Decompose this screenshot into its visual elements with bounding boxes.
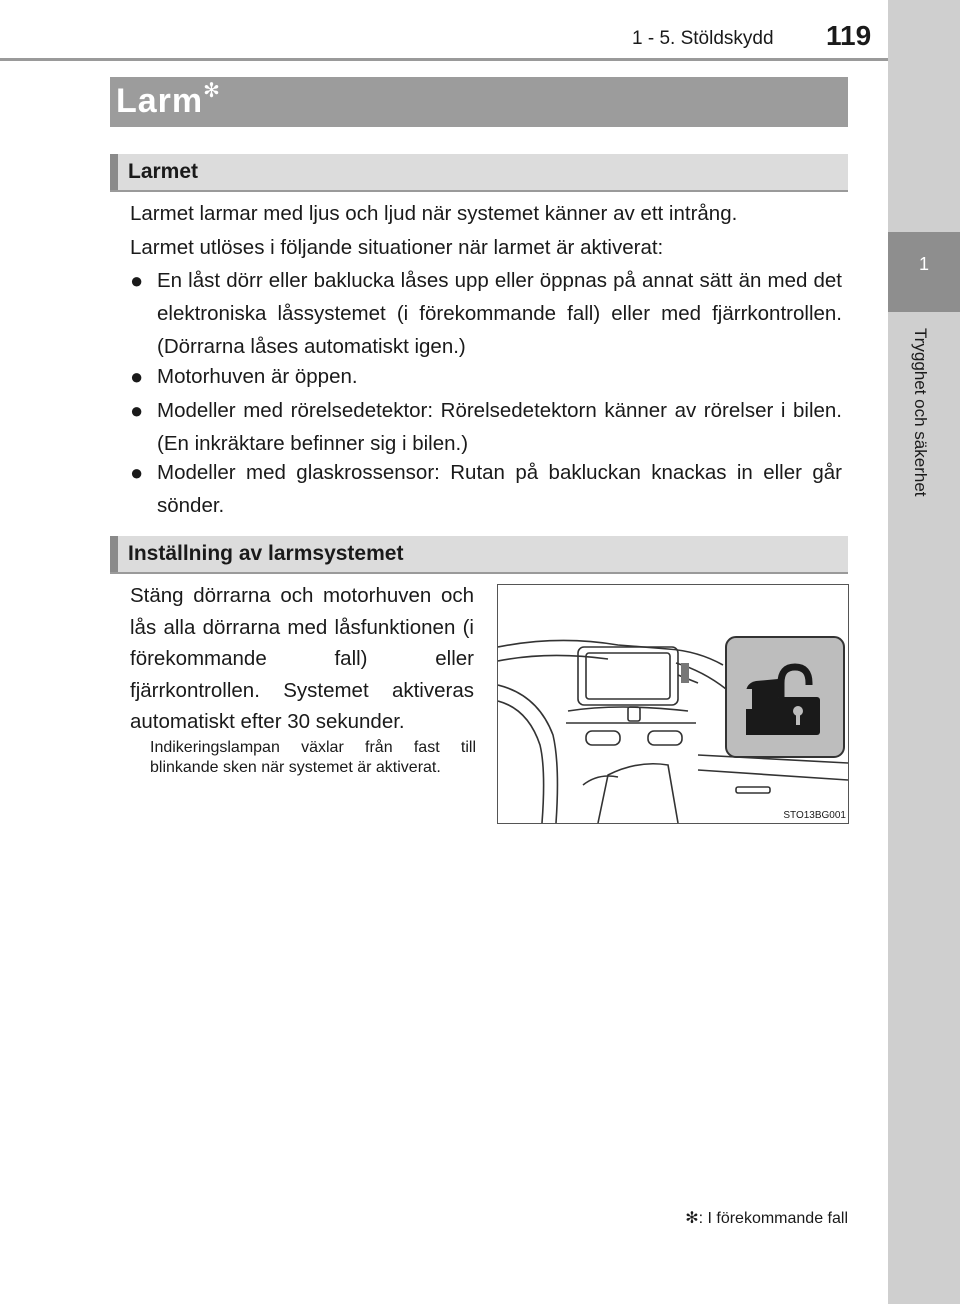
- header-rule: [0, 58, 888, 61]
- asterisk-icon: ✻: [685, 1210, 699, 1227]
- bullet-icon: ●: [130, 460, 144, 485]
- footnote-text: : I förekommande fall: [698, 1210, 848, 1227]
- dashboard-drawing: [498, 585, 848, 823]
- list-item: [130, 394, 842, 460]
- indicator-note: Indikeringslampan växlar från fast till blinkande sken när systemet är aktiverat.: [150, 739, 476, 776]
- asterisk-icon: ✻: [203, 80, 221, 102]
- chapter-number-box: [888, 232, 960, 312]
- intro-paragraph-2: Larmet utlöses i följande situationer när larmet är aktiverat:: [130, 236, 664, 259]
- instruction-paragraph: Stäng dörrarna och motorhuven och lås alla dörrarna med låsfunktionen (i förekommande fall) eller fjärrkontrollen. Systemet aktiveras automatiskt efter 30 sekunder.: [130, 584, 474, 733]
- page-title: [116, 82, 221, 121]
- section-heading-text: Larmet: [128, 160, 199, 183]
- list-item-text: Motorhuven är öppen.: [157, 365, 358, 388]
- page-title-text: Larm: [116, 82, 204, 120]
- list-item: [130, 264, 842, 363]
- list-item: [130, 360, 842, 393]
- list-item-text: Modeller med rörelsedetektor: Rörelsedetektorn känner av rörelser i bilen. (En inkräktare befinner sig i bilen.): [157, 399, 842, 455]
- list-item-text: Modeller med glaskrossensor: Rutan på bakluckan knackas in eller går sönder.: [157, 461, 842, 517]
- section-reference: 1 - 5. Stöldskydd: [632, 28, 774, 49]
- intro-paragraph-1: Larmet larmar med ljus och ljud när systemet känner av ett intrång.: [130, 202, 738, 225]
- chapter-number: 1: [918, 254, 929, 274]
- section-heading-installning: [110, 536, 848, 574]
- section-heading-larmet: [110, 154, 848, 192]
- dashboard-illustration: [497, 584, 849, 824]
- page-number: 119: [826, 20, 872, 51]
- figure-code: STO13BG001: [783, 810, 846, 821]
- bullet-icon: ●: [130, 364, 144, 389]
- chapter-side-tab: [888, 0, 960, 1304]
- chapter-title: Trygghet och säkerhet: [911, 328, 930, 497]
- list-item: [130, 456, 842, 522]
- list-item-text: En låst dörr eller baklucka låses upp eller öppnas på annat sätt än med det elektroniska låssystemet (i förekommande fall) eller med fjärrkontrollen. (Dörrarna låses automatiskt igen.): [157, 269, 842, 358]
- footnote: [662, 1208, 848, 1228]
- page-title-banner: [110, 77, 848, 127]
- bullet-icon: ●: [130, 398, 144, 423]
- section-heading-text: Inställning av larmsystemet: [128, 542, 404, 565]
- bullet-icon: ●: [130, 268, 144, 293]
